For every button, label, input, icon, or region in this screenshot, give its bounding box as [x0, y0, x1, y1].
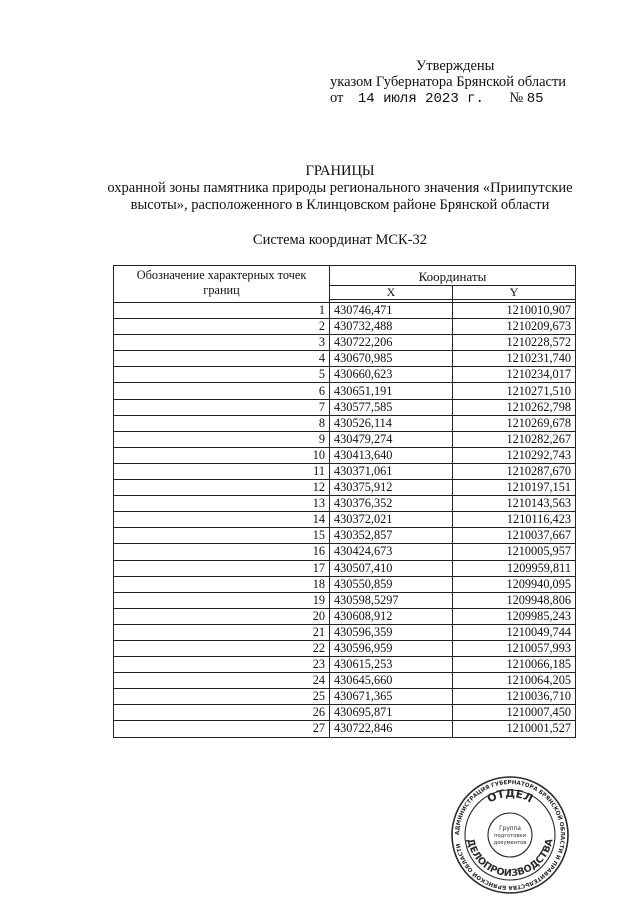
- table-row: [114, 415, 576, 431]
- coord-x: 430615,253: [330, 657, 453, 673]
- table-row: [114, 657, 576, 673]
- point-number: 1: [114, 303, 330, 319]
- table-row: [114, 576, 576, 592]
- coord-x: 430577,585: [330, 399, 453, 415]
- coord-y: 1210271,510: [453, 383, 576, 399]
- header-y: Y: [453, 286, 576, 300]
- point-number: 3: [114, 335, 330, 351]
- approval-from-label: от: [330, 90, 344, 106]
- coord-x: 430376,352: [330, 496, 453, 512]
- coord-y: 1210007,450: [453, 705, 576, 721]
- point-number: 5: [114, 367, 330, 383]
- coord-x: 430608,912: [330, 608, 453, 624]
- point-number: 12: [114, 480, 330, 496]
- coord-x: 430479,274: [330, 431, 453, 447]
- point-number: 9: [114, 431, 330, 447]
- point-number: 11: [114, 463, 330, 479]
- coord-x: 430413,640: [330, 447, 453, 463]
- point-number: 21: [114, 624, 330, 640]
- stamp-center-line1: Группа: [499, 826, 521, 832]
- table-row: [114, 351, 576, 367]
- coord-x: 430424,673: [330, 544, 453, 560]
- table-row: [114, 528, 576, 544]
- table-row: [114, 560, 576, 576]
- coord-y: 1209948,806: [453, 592, 576, 608]
- coord-x: 430507,410: [330, 560, 453, 576]
- coord-y: 1209959,811: [453, 560, 576, 576]
- coord-x: 430596,959: [330, 640, 453, 656]
- table-row: [114, 431, 576, 447]
- stamp-ring-text: АДМИНИСТРАЦИЯ ГУБЕРНАТОРА БРЯНСКОЙ ОБЛАСТИ И ПРАВИТЕЛЬСТВА БРЯНСКОЙ ОБЛАСТИ: [454, 779, 566, 891]
- point-number: 6: [114, 383, 330, 399]
- coord-y: 1209940,095: [453, 576, 576, 592]
- table-row: [114, 303, 576, 319]
- coord-x: 430746,471: [330, 303, 453, 319]
- stamp-top-text: ОТДЕЛ: [485, 786, 535, 806]
- approval-date: 14 июля 2023 г.: [357, 91, 484, 107]
- coord-y: 1210064,205: [453, 673, 576, 689]
- document-subtitle-line2: высоты», расположенного в Клинцовском районе Брянской области: [130, 197, 550, 213]
- coord-y: 1210231,740: [453, 351, 576, 367]
- coord-y: 1210269,678: [453, 415, 576, 431]
- table-row: [114, 544, 576, 560]
- header-x: X: [330, 286, 453, 300]
- point-number: 18: [114, 576, 330, 592]
- coord-x: 430598,5297: [330, 592, 453, 608]
- coord-y: 1210209,673: [453, 319, 576, 335]
- coord-y: 1210228,572: [453, 335, 576, 351]
- coordinates-table: [113, 265, 576, 738]
- point-number: 2: [114, 319, 330, 335]
- coord-y: 1210143,563: [453, 496, 576, 512]
- coord-y: 1210116,423: [453, 512, 576, 528]
- point-number: 8: [114, 415, 330, 431]
- approval-block: [330, 58, 600, 107]
- stamp-center-line3: документов: [493, 840, 527, 846]
- coord-y: 1210005,957: [453, 544, 576, 560]
- document-subtitle: [60, 180, 620, 214]
- coord-y: 1210197,151: [453, 480, 576, 496]
- document-subtitle-line1: охранной зоны памятника природы регионального значения «Приипутские: [107, 180, 573, 196]
- point-number: 22: [114, 640, 330, 656]
- table-row: [114, 480, 576, 496]
- point-number: 16: [114, 544, 330, 560]
- point-number: 17: [114, 560, 330, 576]
- stamp-bottom-text: ДЕЛОПРОИЗВОДСТВА: [464, 837, 556, 880]
- header-coordinates: Координаты: [330, 266, 576, 286]
- table-row: [114, 335, 576, 351]
- coord-x: 430651,191: [330, 383, 453, 399]
- table-row: [114, 463, 576, 479]
- table-row: [114, 721, 576, 737]
- point-number: 27: [114, 721, 330, 737]
- point-number: 4: [114, 351, 330, 367]
- point-number: 15: [114, 528, 330, 544]
- coordinate-system: Система координат МСК-32: [252, 232, 428, 248]
- coord-x: 430671,365: [330, 689, 453, 705]
- coord-y: 1210287,670: [453, 463, 576, 479]
- point-number: 19: [114, 592, 330, 608]
- table-row: [114, 447, 576, 463]
- point-number: 13: [114, 496, 330, 512]
- table-row: [114, 608, 576, 624]
- coord-x: 430732,488: [330, 319, 453, 335]
- coord-x: 430660,623: [330, 367, 453, 383]
- coord-y: 1209985,243: [453, 608, 576, 624]
- coord-y: 1210010,907: [453, 303, 576, 319]
- coordinates-body: [114, 303, 576, 738]
- table-row: [114, 689, 576, 705]
- table-row: [114, 624, 576, 640]
- coord-y: 1210036,710: [453, 689, 576, 705]
- coord-x: 430695,871: [330, 705, 453, 721]
- table-row: [114, 496, 576, 512]
- point-number: 23: [114, 657, 330, 673]
- coord-y: 1210001,527: [453, 721, 576, 737]
- point-number: 10: [114, 447, 330, 463]
- table-row: [114, 705, 576, 721]
- coord-x: 430596,359: [330, 624, 453, 640]
- approval-title: Утверждены: [416, 58, 495, 74]
- department-stamp: [450, 775, 570, 895]
- table-row: [114, 383, 576, 399]
- table-row: [114, 367, 576, 383]
- table-row: [114, 640, 576, 656]
- approval-number: 85: [526, 91, 544, 107]
- approval-date-line: [330, 90, 600, 107]
- approval-number-label: №: [509, 90, 524, 106]
- point-number: 25: [114, 689, 330, 705]
- stamp-center-line2: подготовки: [494, 833, 526, 839]
- coord-y: 1210292,743: [453, 447, 576, 463]
- point-number: 20: [114, 608, 330, 624]
- table-row: [114, 399, 576, 415]
- table-row: [114, 319, 576, 335]
- coord-x: 430352,857: [330, 528, 453, 544]
- point-number: 7: [114, 399, 330, 415]
- coord-x: 430526,114: [330, 415, 453, 431]
- coord-y: 1210282,267: [453, 431, 576, 447]
- coord-y: 1210234,017: [453, 367, 576, 383]
- coord-y: 1210066,185: [453, 657, 576, 673]
- coord-x: 430371,061: [330, 463, 453, 479]
- approval-authority: указом Губернатора Брянской области: [330, 74, 567, 90]
- coord-y: 1210049,744: [453, 624, 576, 640]
- coord-x: 430375,912: [330, 480, 453, 496]
- table-row: [114, 592, 576, 608]
- header-point-designation: Обозначение характерных точек границ: [114, 266, 330, 303]
- point-number: 14: [114, 512, 330, 528]
- coord-x: 430372,021: [330, 512, 453, 528]
- coord-y: 1210262,798: [453, 399, 576, 415]
- point-number: 24: [114, 673, 330, 689]
- coord-x: 430670,985: [330, 351, 453, 367]
- table-row: [114, 673, 576, 689]
- table-row: [114, 512, 576, 528]
- point-number: 26: [114, 705, 330, 721]
- document-title: ГРАНИЦЫ: [305, 163, 375, 179]
- coord-y: 1210057,993: [453, 640, 576, 656]
- coord-x: 430550,859: [330, 576, 453, 592]
- coord-x: 430722,206: [330, 335, 453, 351]
- coord-y: 1210037,667: [453, 528, 576, 544]
- coord-x: 430722,846: [330, 721, 453, 737]
- coord-x: 430645,660: [330, 673, 453, 689]
